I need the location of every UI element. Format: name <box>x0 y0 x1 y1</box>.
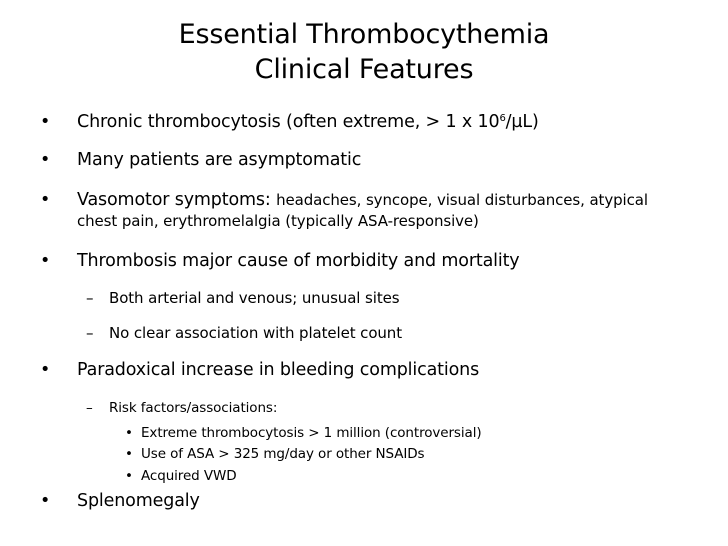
sub-bullet-text: No clear association with platelet count <box>109 324 402 342</box>
bullet-text: Many patients are asymptomatic <box>77 150 362 170</box>
sub-sub-bullet-text: Acquired VWD <box>141 468 237 484</box>
sub-bullet-text: Risk factors/associations: <box>109 400 278 416</box>
bullet-marker: • <box>40 251 51 271</box>
slide-title-line-1: Essential Thrombocythemia <box>178 19 550 50</box>
bullet-text <box>77 112 539 132</box>
bullet-text-part: /µL) <box>505 112 539 132</box>
bullet-marker: • <box>125 446 133 462</box>
bullet-text-part: Chronic thrombocytosis (often extreme, > 1 x 10 <box>77 112 500 132</box>
superscript: 6 <box>499 113 506 124</box>
dash-marker: – <box>86 289 94 307</box>
bullet-continuation: chest pain, erythromelalgia (typically ASA-responsive) <box>77 212 479 230</box>
slide-title-line-2: Clinical Features <box>254 54 474 85</box>
bullet-marker: • <box>40 190 51 210</box>
bullet-marker: • <box>40 360 51 380</box>
bullet-text: Thrombosis major cause of morbidity and mortality <box>77 251 520 271</box>
bullet-text: Paradoxical increase in bleeding complications <box>77 360 480 380</box>
bullet-marker: • <box>125 425 133 441</box>
sub-sub-bullet-text: Extreme thrombocytosis > 1 million (controversial) <box>141 425 482 441</box>
bullet-marker: • <box>40 112 51 132</box>
sub-sub-bullet-text: Use of ASA > 325 mg/day or other NSAIDs <box>141 446 425 462</box>
sub-bullet-text: Both arterial and venous; unusual sites <box>109 289 400 307</box>
dash-marker: – <box>86 324 94 342</box>
bullet-lead: Vasomotor symptoms: <box>77 190 271 210</box>
bullet-marker: • <box>40 491 51 511</box>
bullet-detail: headaches, syncope, visual disturbances, atypical <box>276 191 648 209</box>
bullet-marker: • <box>40 150 51 170</box>
bullet-text <box>77 190 648 210</box>
bullet-text: Splenomegaly <box>77 491 200 511</box>
dash-marker: – <box>86 400 93 416</box>
bullet-marker: • <box>125 468 133 484</box>
